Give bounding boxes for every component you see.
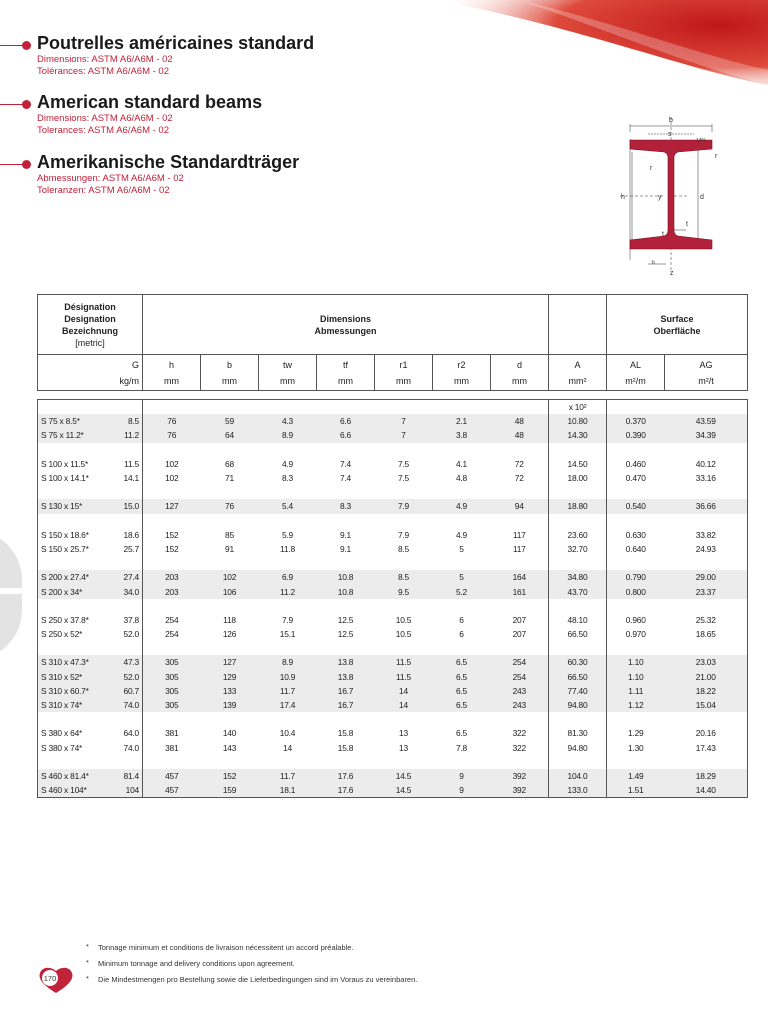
value-cell: 23.60 xyxy=(549,528,607,542)
value-cell: 9.1 xyxy=(317,542,375,556)
value-cell: 127 xyxy=(201,655,259,669)
value-cell: 13.8 xyxy=(317,670,375,684)
label-tf: t xyxy=(662,231,664,238)
value-cell: 392 xyxy=(491,783,549,798)
value-cell: 81.4 xyxy=(108,769,143,783)
value-cell: 1.29 xyxy=(607,726,665,740)
value-cell: 72 xyxy=(491,471,549,485)
group-spacer xyxy=(38,556,748,570)
table-row xyxy=(38,670,748,684)
value-cell: 8.9 xyxy=(259,655,317,669)
value-cell: 1.30 xyxy=(607,741,665,755)
value-cell: 117 xyxy=(491,528,549,542)
surface-header: Surface Oberfläche xyxy=(607,295,748,355)
value-cell: 8.5 xyxy=(108,414,143,428)
heading-subtitle: Abmessungen: ASTM A6/A6M - 02 xyxy=(37,173,184,184)
value-cell: 71 xyxy=(201,471,259,485)
value-cell: 10.5 xyxy=(375,613,433,627)
value-cell: 48 xyxy=(491,414,549,428)
value-cell: 8.3 xyxy=(317,499,375,513)
value-cell: 11.7 xyxy=(259,684,317,698)
side-tab-marker xyxy=(0,530,22,660)
value-cell: 381 xyxy=(143,741,201,755)
value-cell: 18.65 xyxy=(665,627,748,641)
designation-cell: S 310 x 60.7* xyxy=(38,684,108,698)
value-cell: 6 xyxy=(433,613,491,627)
designation-cell: S 310 x 74* xyxy=(38,698,108,712)
bullet-dot xyxy=(22,100,31,109)
group-spacer xyxy=(38,485,748,499)
value-cell: 25.32 xyxy=(665,613,748,627)
value-cell: 457 xyxy=(143,783,201,798)
value-cell: 27.4 xyxy=(108,570,143,584)
value-cell: 1.12 xyxy=(607,698,665,712)
value-cell: 8.5 xyxy=(375,570,433,584)
label-b-quarter: b xyxy=(652,260,655,266)
value-cell: 10.8 xyxy=(317,584,375,598)
value-cell: 0.640 xyxy=(607,542,665,556)
designation-cell: S 75 x 11.2* xyxy=(38,428,108,442)
heading-subtitle: Tolérances: ASTM A6/A6M - 02 xyxy=(37,66,170,77)
value-cell: 34.39 xyxy=(665,428,748,442)
value-cell: 9 xyxy=(433,783,491,798)
bullet-dot xyxy=(22,41,31,50)
value-cell: 127 xyxy=(143,499,201,513)
designation-cell: S 150 x 25.7* xyxy=(38,542,108,556)
value-cell: 13.8 xyxy=(317,655,375,669)
value-cell: 60.7 xyxy=(108,684,143,698)
footnotes xyxy=(86,943,417,991)
value-cell: 0.390 xyxy=(607,428,665,442)
table-row xyxy=(38,613,748,627)
value-cell: 32.70 xyxy=(549,542,607,556)
value-cell: 11.5 xyxy=(108,457,143,471)
value-cell: 243 xyxy=(491,684,549,698)
value-cell: 106 xyxy=(201,584,259,598)
heading-subtitle: Dimensions: ASTM A6/A6M - 02 xyxy=(37,54,173,65)
value-cell: 152 xyxy=(143,542,201,556)
value-cell: 13 xyxy=(375,726,433,740)
value-cell: 254 xyxy=(491,670,549,684)
value-cell: 5 xyxy=(433,542,491,556)
table-row xyxy=(38,726,748,740)
heading-subtitle: Dimensions: ASTM A6/A6M - 02 xyxy=(37,113,173,124)
value-cell: 305 xyxy=(143,684,201,698)
table-row xyxy=(38,741,748,755)
table-row xyxy=(38,414,748,428)
value-cell: 36.66 xyxy=(665,499,748,513)
group-spacer xyxy=(38,443,748,457)
value-cell: 104 xyxy=(108,783,143,798)
value-cell: 14 xyxy=(375,698,433,712)
value-cell: 29.00 xyxy=(665,570,748,584)
value-cell: 133 xyxy=(201,684,259,698)
value-cell: 207 xyxy=(491,613,549,627)
value-cell: 0.960 xyxy=(607,613,665,627)
value-cell: 76 xyxy=(143,428,201,442)
heading-subtitle: Toleranzen: ASTM A6/A6M - 02 xyxy=(37,185,170,196)
value-cell: 17.4 xyxy=(259,698,317,712)
designation-cell: S 130 x 15* xyxy=(38,499,108,513)
value-cell: 4.3 xyxy=(259,414,317,428)
value-cell: 1.11 xyxy=(607,684,665,698)
value-cell: 43.70 xyxy=(549,584,607,598)
value-cell: 81.30 xyxy=(549,726,607,740)
table-row xyxy=(38,684,748,698)
value-cell: 8.3 xyxy=(259,471,317,485)
designation-cell: S 310 x 52* xyxy=(38,670,108,684)
group-spacer xyxy=(38,755,748,769)
value-cell: 85 xyxy=(201,528,259,542)
designation-cell: S 380 x 74* xyxy=(38,741,108,755)
table-row xyxy=(38,783,748,798)
value-cell: 12.5 xyxy=(317,613,375,627)
bullet-dot xyxy=(22,160,31,169)
value-cell: 7.4 xyxy=(317,471,375,485)
heading-title: Poutrelles américaines standard xyxy=(37,33,315,53)
value-cell: 33.82 xyxy=(665,528,748,542)
value-cell: 21.00 xyxy=(665,670,748,684)
value-cell: 23.37 xyxy=(665,584,748,598)
designation-cell: S 460 x 81.4* xyxy=(38,769,108,783)
value-cell: 102 xyxy=(143,457,201,471)
designation-cell: S 380 x 64* xyxy=(38,726,108,740)
value-cell: 74.0 xyxy=(108,741,143,755)
value-cell: 0.970 xyxy=(607,627,665,641)
value-cell: 17.43 xyxy=(665,741,748,755)
footnote: * Die Mindestmengen pro Bestellung sowie die Lieferbedingungen sind im Voraus zu vereinbaren. xyxy=(86,974,418,984)
designation-cell: S 250 x 52* xyxy=(38,627,108,641)
value-cell: 133.0 xyxy=(549,783,607,798)
value-cell: 7.9 xyxy=(375,499,433,513)
value-cell: 7.4 xyxy=(317,457,375,471)
value-cell: 94 xyxy=(491,499,549,513)
value-cell: 207 xyxy=(491,627,549,641)
value-cell: 5 xyxy=(433,570,491,584)
value-cell: 16.7 xyxy=(317,684,375,698)
group-spacer xyxy=(38,712,748,726)
table-row xyxy=(38,542,748,556)
value-cell: 43.59 xyxy=(665,414,748,428)
designation-cell: S 100 x 11.5* xyxy=(38,457,108,471)
beam-section-diagram xyxy=(618,112,728,280)
value-cell: 139 xyxy=(201,698,259,712)
value-cell: 66.50 xyxy=(549,627,607,641)
heading-title: Amerikanische Standardträger xyxy=(37,152,300,172)
value-cell: 33.16 xyxy=(665,471,748,485)
value-cell: 381 xyxy=(143,726,201,740)
value-cell: 0.370 xyxy=(607,414,665,428)
value-cell: 25.7 xyxy=(108,542,143,556)
designation-cell: S 150 x 18.6* xyxy=(38,528,108,542)
designation-cell: S 200 x 27.4* xyxy=(38,570,108,584)
value-cell: 10.5 xyxy=(375,627,433,641)
value-cell: 10.80 xyxy=(549,414,607,428)
value-cell: 4.9 xyxy=(259,457,317,471)
value-cell: 117 xyxy=(491,542,549,556)
value-cell: 4.8 xyxy=(433,471,491,485)
value-cell: 126 xyxy=(201,627,259,641)
value-cell: 6.5 xyxy=(433,655,491,669)
footnote: * Minimum tonnage and delivery conditions upon agreement. xyxy=(86,958,295,968)
value-cell: 152 xyxy=(201,769,259,783)
value-cell: 10.4 xyxy=(259,726,317,740)
value-cell: 15.04 xyxy=(665,698,748,712)
value-cell: 34.0 xyxy=(108,584,143,598)
value-cell: 7 xyxy=(375,414,433,428)
designation-cell: S 250 x 37.8* xyxy=(38,613,108,627)
value-cell: 18.22 xyxy=(665,684,748,698)
value-cell: 3.8 xyxy=(433,428,491,442)
value-cell: 94.80 xyxy=(549,741,607,755)
value-cell: 6.6 xyxy=(317,428,375,442)
value-cell: 1.10 xyxy=(607,655,665,669)
value-cell: 0.790 xyxy=(607,570,665,584)
value-cell: 40.12 xyxy=(665,457,748,471)
value-cell: 52.0 xyxy=(108,670,143,684)
table-row xyxy=(38,428,748,442)
value-cell: 66.50 xyxy=(549,670,607,684)
value-cell: 77.40 xyxy=(549,684,607,698)
value-cell: 6.5 xyxy=(433,670,491,684)
table-row xyxy=(38,769,748,783)
area-scale-label: x 10² xyxy=(549,400,607,415)
designation-cell: S 100 x 14.1* xyxy=(38,471,108,485)
value-cell: 322 xyxy=(491,741,549,755)
value-cell: 14.30 xyxy=(549,428,607,442)
label-tw: t xyxy=(686,221,688,228)
value-cell: 305 xyxy=(143,670,201,684)
value-cell: 14.5 xyxy=(375,783,433,798)
value-cell: 60.30 xyxy=(549,655,607,669)
value-cell: 14.5 xyxy=(375,769,433,783)
value-cell: 102 xyxy=(201,570,259,584)
value-cell: 1.51 xyxy=(607,783,665,798)
value-cell: 0.630 xyxy=(607,528,665,542)
page-number: 170 xyxy=(43,974,57,983)
designation-cell: S 310 x 47.3* xyxy=(38,655,108,669)
value-cell: 243 xyxy=(491,698,549,712)
value-cell: 10.8 xyxy=(317,570,375,584)
value-cell: 254 xyxy=(143,613,201,627)
heading-subtitle: Tolerances: ASTM A6/A6M - 02 xyxy=(37,125,170,136)
value-cell: 254 xyxy=(143,627,201,641)
value-cell: 1.49 xyxy=(607,769,665,783)
value-cell: 102 xyxy=(143,471,201,485)
value-cell: 59 xyxy=(201,414,259,428)
value-cell: 254 xyxy=(491,655,549,669)
value-cell: 91 xyxy=(201,542,259,556)
designation-cell: S 460 x 104* xyxy=(38,783,108,798)
value-cell: 18.00 xyxy=(549,471,607,485)
value-cell: 15.0 xyxy=(108,499,143,513)
label-r2: r xyxy=(715,153,718,160)
value-cell: 129 xyxy=(201,670,259,684)
value-cell: 17.6 xyxy=(317,783,375,798)
value-cell: 164 xyxy=(491,570,549,584)
units-row: G kg/m h mm b mm tw mm tf mm r1 mm r2 mm d mm A mm² AL m²/m AG m²/t xyxy=(38,355,748,391)
value-cell: 15.8 xyxy=(317,741,375,755)
value-cell: 457 xyxy=(143,769,201,783)
value-cell: 15.1 xyxy=(259,627,317,641)
value-cell: 94.80 xyxy=(549,698,607,712)
value-cell: 18.29 xyxy=(665,769,748,783)
value-cell: 7.5 xyxy=(375,471,433,485)
value-cell: 4.9 xyxy=(433,528,491,542)
value-cell: 0.470 xyxy=(607,471,665,485)
group-spacer xyxy=(38,514,748,528)
value-cell: 2.1 xyxy=(433,414,491,428)
value-cell: 7.8 xyxy=(433,741,491,755)
label-z: z xyxy=(670,270,674,277)
group-spacer xyxy=(38,599,748,613)
value-cell: 8.5 xyxy=(375,542,433,556)
table-row xyxy=(38,584,748,598)
label-d: d xyxy=(700,194,704,201)
designation-cell: S 200 x 34* xyxy=(38,584,108,598)
value-cell: 52.0 xyxy=(108,627,143,641)
value-cell: 68 xyxy=(201,457,259,471)
value-cell: 9.1 xyxy=(317,528,375,542)
value-cell: 47.3 xyxy=(108,655,143,669)
decorative-swoosh xyxy=(438,0,768,85)
value-cell: 7.5 xyxy=(375,457,433,471)
value-cell: 76 xyxy=(201,499,259,513)
designation-cell: S 75 x 8.5* xyxy=(38,414,108,428)
value-cell: 48.10 xyxy=(549,613,607,627)
table-row xyxy=(38,457,748,471)
value-cell: 1.10 xyxy=(607,670,665,684)
label-angle: 14% xyxy=(696,138,707,144)
value-cell: 0.540 xyxy=(607,499,665,513)
table-row xyxy=(38,698,748,712)
value-cell: 76 xyxy=(143,414,201,428)
value-cell: 6.9 xyxy=(259,570,317,584)
value-cell: 18.6 xyxy=(108,528,143,542)
value-cell: 9.5 xyxy=(375,584,433,598)
label-r1: r xyxy=(650,165,653,172)
value-cell: 7 xyxy=(375,428,433,442)
table-row xyxy=(38,499,748,513)
value-cell: 161 xyxy=(491,584,549,598)
value-cell: 23.03 xyxy=(665,655,748,669)
value-cell: 18.1 xyxy=(259,783,317,798)
table-row xyxy=(38,570,748,584)
value-cell: 13 xyxy=(375,741,433,755)
value-cell: 6.5 xyxy=(433,684,491,698)
value-cell: 48 xyxy=(491,428,549,442)
value-cell: 7.9 xyxy=(259,613,317,627)
value-cell: 4.9 xyxy=(433,499,491,513)
table-header xyxy=(37,294,748,391)
value-cell: 14.50 xyxy=(549,457,607,471)
value-cell: 5.2 xyxy=(433,584,491,598)
value-cell: 11.2 xyxy=(259,584,317,598)
group-spacer xyxy=(38,641,748,655)
label-h: h xyxy=(621,194,625,201)
table-row xyxy=(38,655,748,669)
value-cell: 152 xyxy=(143,528,201,542)
value-cell: 64 xyxy=(201,428,259,442)
value-cell: 322 xyxy=(491,726,549,740)
value-cell: 24.93 xyxy=(665,542,748,556)
value-cell: 5.9 xyxy=(259,528,317,542)
value-cell: 5.4 xyxy=(259,499,317,513)
value-cell: 392 xyxy=(491,769,549,783)
value-cell: 140 xyxy=(201,726,259,740)
label-s: s xyxy=(668,131,672,138)
value-cell: 14.1 xyxy=(108,471,143,485)
dimensions-header: Dimensions Abmessungen xyxy=(143,295,549,355)
value-cell: 6.5 xyxy=(433,726,491,740)
value-cell: 6 xyxy=(433,627,491,641)
designation-header: Désignation Designation Bezeichnung [metric] xyxy=(38,295,143,355)
value-cell: 8.9 xyxy=(259,428,317,442)
value-cell: 15.8 xyxy=(317,726,375,740)
value-cell: 12.5 xyxy=(317,627,375,641)
value-cell: 11.2 xyxy=(108,428,143,442)
value-cell: 37.8 xyxy=(108,613,143,627)
table-row xyxy=(38,471,748,485)
label-b: b xyxy=(669,117,673,124)
value-cell: 6.6 xyxy=(317,414,375,428)
value-cell: 11.5 xyxy=(375,655,433,669)
label-y: y xyxy=(658,194,662,201)
value-cell: 20.16 xyxy=(665,726,748,740)
value-cell: 14 xyxy=(259,741,317,755)
value-cell: 17.6 xyxy=(317,769,375,783)
value-cell: 14.40 xyxy=(665,783,748,798)
value-cell: 7.9 xyxy=(375,528,433,542)
value-cell: 16.7 xyxy=(317,698,375,712)
value-cell: 104.0 xyxy=(549,769,607,783)
value-cell: 10.9 xyxy=(259,670,317,684)
value-cell: 6.5 xyxy=(433,698,491,712)
value-cell: 34.80 xyxy=(549,570,607,584)
value-cell: 18.80 xyxy=(549,499,607,513)
value-cell: 74.0 xyxy=(108,698,143,712)
value-cell: 11.8 xyxy=(259,542,317,556)
value-cell: 118 xyxy=(201,613,259,627)
table-row xyxy=(38,627,748,641)
value-cell: 4.1 xyxy=(433,457,491,471)
value-cell: 0.800 xyxy=(607,584,665,598)
value-cell: 11.5 xyxy=(375,670,433,684)
beam-data-table xyxy=(37,399,748,798)
value-cell: 305 xyxy=(143,655,201,669)
value-cell: 305 xyxy=(143,698,201,712)
heading-title: American standard beams xyxy=(37,92,263,112)
value-cell: 72 xyxy=(491,457,549,471)
value-cell: 11.7 xyxy=(259,769,317,783)
footnote: * Tonnage minimum et conditions de livraison nécessitent un accord préalable. xyxy=(86,942,354,952)
value-cell: 64.0 xyxy=(108,726,143,740)
value-cell: 14 xyxy=(375,684,433,698)
page-number-badge xyxy=(38,965,74,995)
value-cell: 143 xyxy=(201,741,259,755)
value-cell: 9 xyxy=(433,769,491,783)
value-cell: 159 xyxy=(201,783,259,798)
scale-row xyxy=(38,400,748,415)
value-cell: 0.460 xyxy=(607,457,665,471)
value-cell: 203 xyxy=(143,584,201,598)
value-cell: 203 xyxy=(143,570,201,584)
table-row xyxy=(38,528,748,542)
